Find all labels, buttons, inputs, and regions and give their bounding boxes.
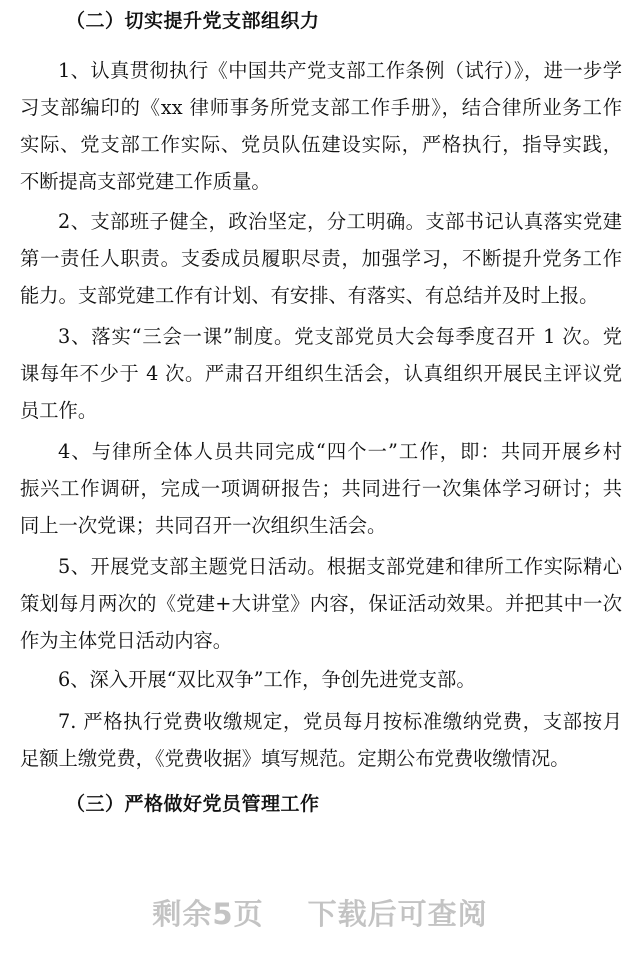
paragraph-line: 同上一次党课；共同召开一次组织生活会。 [20, 514, 387, 537]
paragraph-line: 策划每月两次的《党建+大讲堂》内容，保证活动效果。并把其中一次 [20, 592, 622, 615]
paragraph-line: 实际、党支部工作实际、党员队伍建设实际，严格执行，指导实践， [20, 133, 622, 156]
paragraph-item-2 [20, 203, 622, 314]
paragraph-line: 2、支部班子健全，政治坚定，分工明确。支部书记认真落实党建 [58, 210, 622, 233]
paragraph-line: 员工作。 [20, 399, 98, 422]
paragraph-line: 能力。支部党建工作有计划、有安排、有落实、有总结并及时上报。 [20, 284, 599, 307]
paragraph-line: 振兴工作调研，完成一项调研报告；共同进行一次集体学习研讨；共 [20, 477, 622, 500]
paragraph-line: 第一责任人职责。支委成员履职尽责，加强学习，不断提升党务工作 [20, 247, 622, 270]
paragraph-item-3 [20, 318, 622, 429]
remaining-pages-text: 剩余5页 [152, 897, 264, 931]
paragraph-item-7 [20, 703, 622, 777]
paragraph-line: 1、认真贯彻执行《中国共产党支部工作条例（试行）》，进一步学 [58, 59, 622, 82]
paragraph-line: 习支部编印的《xx 律师事务所党支部工作手册》，结合律所业务工作 [20, 96, 622, 119]
paragraph-item-4 [20, 433, 622, 544]
section-heading-2: （二）切实提升党支部组织力 [66, 10, 320, 32]
download-watermark-banner [0, 890, 640, 938]
section-heading-3: （三）严格做好党员管理工作 [66, 793, 320, 815]
paragraph-line: 课每年不少于 4 次。严肃召开组织生活会，认真组织开展民主评议党 [20, 362, 622, 385]
paragraph-item-1 [20, 52, 622, 200]
paragraph-line: 足额上缴党费，《党费收据》填写规范。定期公布党费收缴情况。 [20, 747, 570, 770]
paragraph-line: 不断提高支部党建工作质量。 [20, 170, 271, 193]
download-prompt-text: 下载后可查阅 [307, 897, 488, 931]
paragraph-line: 3、落实“三会一课”制度。党支部党员大会每季度召开 1 次。党 [58, 325, 622, 348]
paragraph-line: 6、深入开展“双比双争”工作，争创先进党支部。 [58, 668, 476, 691]
paragraph-line: 4、与律所全体人员共同完成“四个一”工作，即：共同开展乡村 [58, 440, 622, 463]
paragraph-item-5 [20, 548, 622, 659]
paragraph-line: 5、开展党支部主题党日活动。根据支部党建和律所工作实际精心 [58, 555, 622, 578]
paragraph-item-6 [20, 661, 622, 698]
paragraph-line: 7. 严格执行党费收缴规定，党员每月按标准缴纳党费，支部按月 [58, 710, 622, 733]
paragraph-line: 作为主体党日活动内容。 [20, 629, 233, 652]
